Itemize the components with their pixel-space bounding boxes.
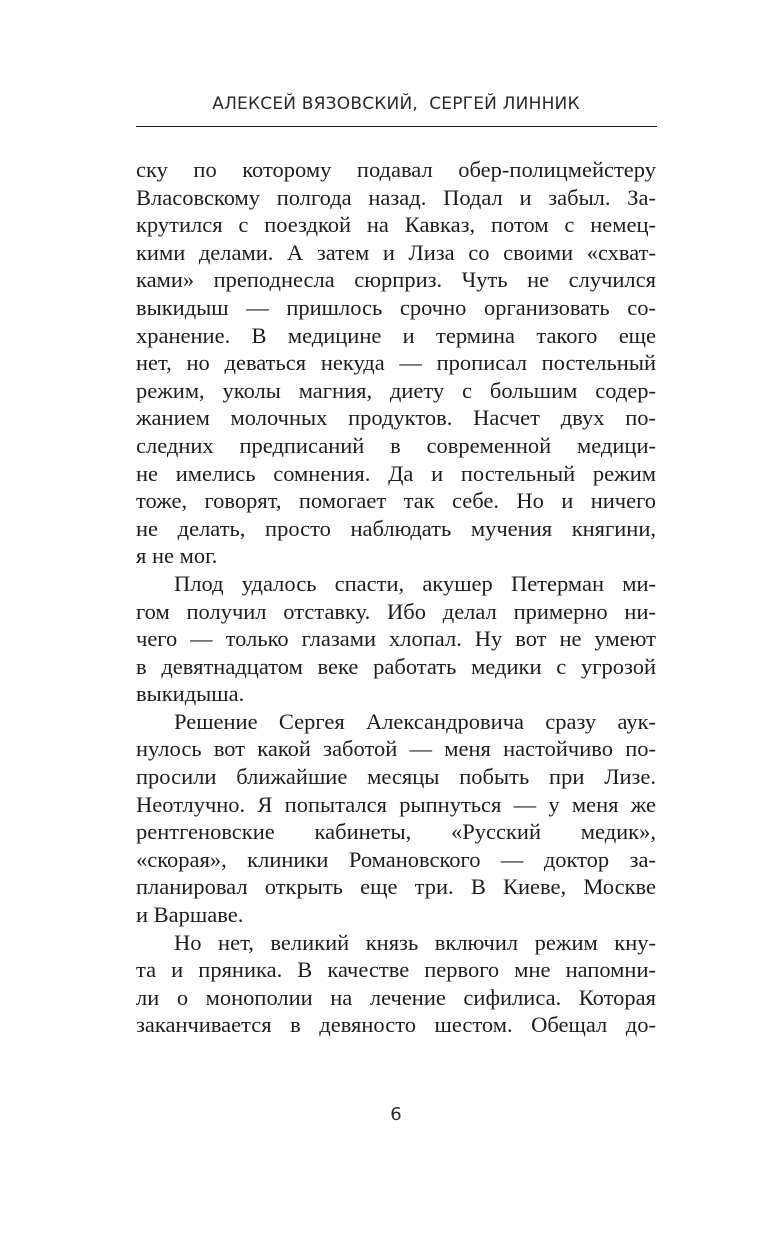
text-line: Плод удалось спасти, акушер Петерман ми- (174, 570, 656, 596)
body-text (136, 156, 656, 1039)
text-line: и Варшаве. (136, 902, 244, 928)
text-line: та и пряника. В качестве первого мне напомни- (136, 957, 656, 983)
text-line: в девятнадцатом веке работать медики с угрозой (136, 653, 656, 679)
text-line: я не мог. (136, 543, 218, 569)
text-line: крутился с поездкой на Кавказ, потом с немец- (136, 212, 656, 238)
text-line: рентгеновские кабинеты, «Русский медик», (136, 819, 656, 845)
text-line: следних предписаний в современной медици- (136, 432, 656, 458)
text-line: выкидыш — пришлось срочно организовать со- (136, 294, 656, 320)
text-line: Но нет, великий князь включил режим кну- (174, 929, 656, 955)
text-line: нет, но деваться некуда — прописал постельный (136, 350, 656, 376)
text-line: кими делами. А затем и Лиза со своими «схват- (136, 239, 656, 265)
text-line: чего — только глазами хлопал. Ну вот не умеют (136, 626, 656, 652)
text-line: ками» преподнесла сюрприз. Чуть не случился (136, 267, 656, 293)
text-line: ли о монополии на лечение сифилиса. Которая (136, 984, 656, 1010)
text-line: жанием молочных продуктов. Насчет двух по- (136, 405, 656, 431)
text-line: Власовскому полгода назад. Подал и забыл. За- (136, 184, 656, 210)
text-line: заканчивается в девяносто шестом. Обещал до- (136, 1012, 656, 1038)
text-line: не имелись сомнения. Да и постельный режим (136, 460, 656, 486)
text-line: просили ближайшие месяцы побыть при Лизе. (136, 764, 656, 790)
text-line: выкидыша. (136, 681, 245, 707)
text-line: гом получил отставку. Ибо делал примерно ни- (136, 598, 656, 624)
text-line: не делать, просто наблюдать мучения княгини, (136, 515, 656, 541)
text-line: планировал открыть еще три. В Киеве, Москве (136, 874, 656, 900)
header-rule (136, 126, 657, 127)
text-line: хранение. В медицине и термина такого еще (136, 322, 656, 348)
text-line: Неотлучно. Я попытался рыпнуться — у меня же (136, 791, 656, 817)
page-number: 6 (390, 1104, 402, 1125)
text-line: «скорая», клиники Романовского — доктор за- (136, 846, 656, 872)
text-line: режим, уколы магния, диету с большим содер- (136, 377, 656, 403)
text-line: ску по которому подавал обер-полицмейстеру (136, 157, 656, 182)
text-line: нулось вот какой заботой — меня настойчиво по- (136, 736, 656, 762)
running-head: АЛЕКСЕЙ ВЯЗОВСКИЙ, СЕРГЕЙ ЛИННИК (212, 94, 580, 114)
text-line: Решение Сергея Александровича сразу аук- (174, 708, 656, 734)
text-line: тоже, говорят, помогает так себе. Но и ничего (136, 488, 656, 514)
